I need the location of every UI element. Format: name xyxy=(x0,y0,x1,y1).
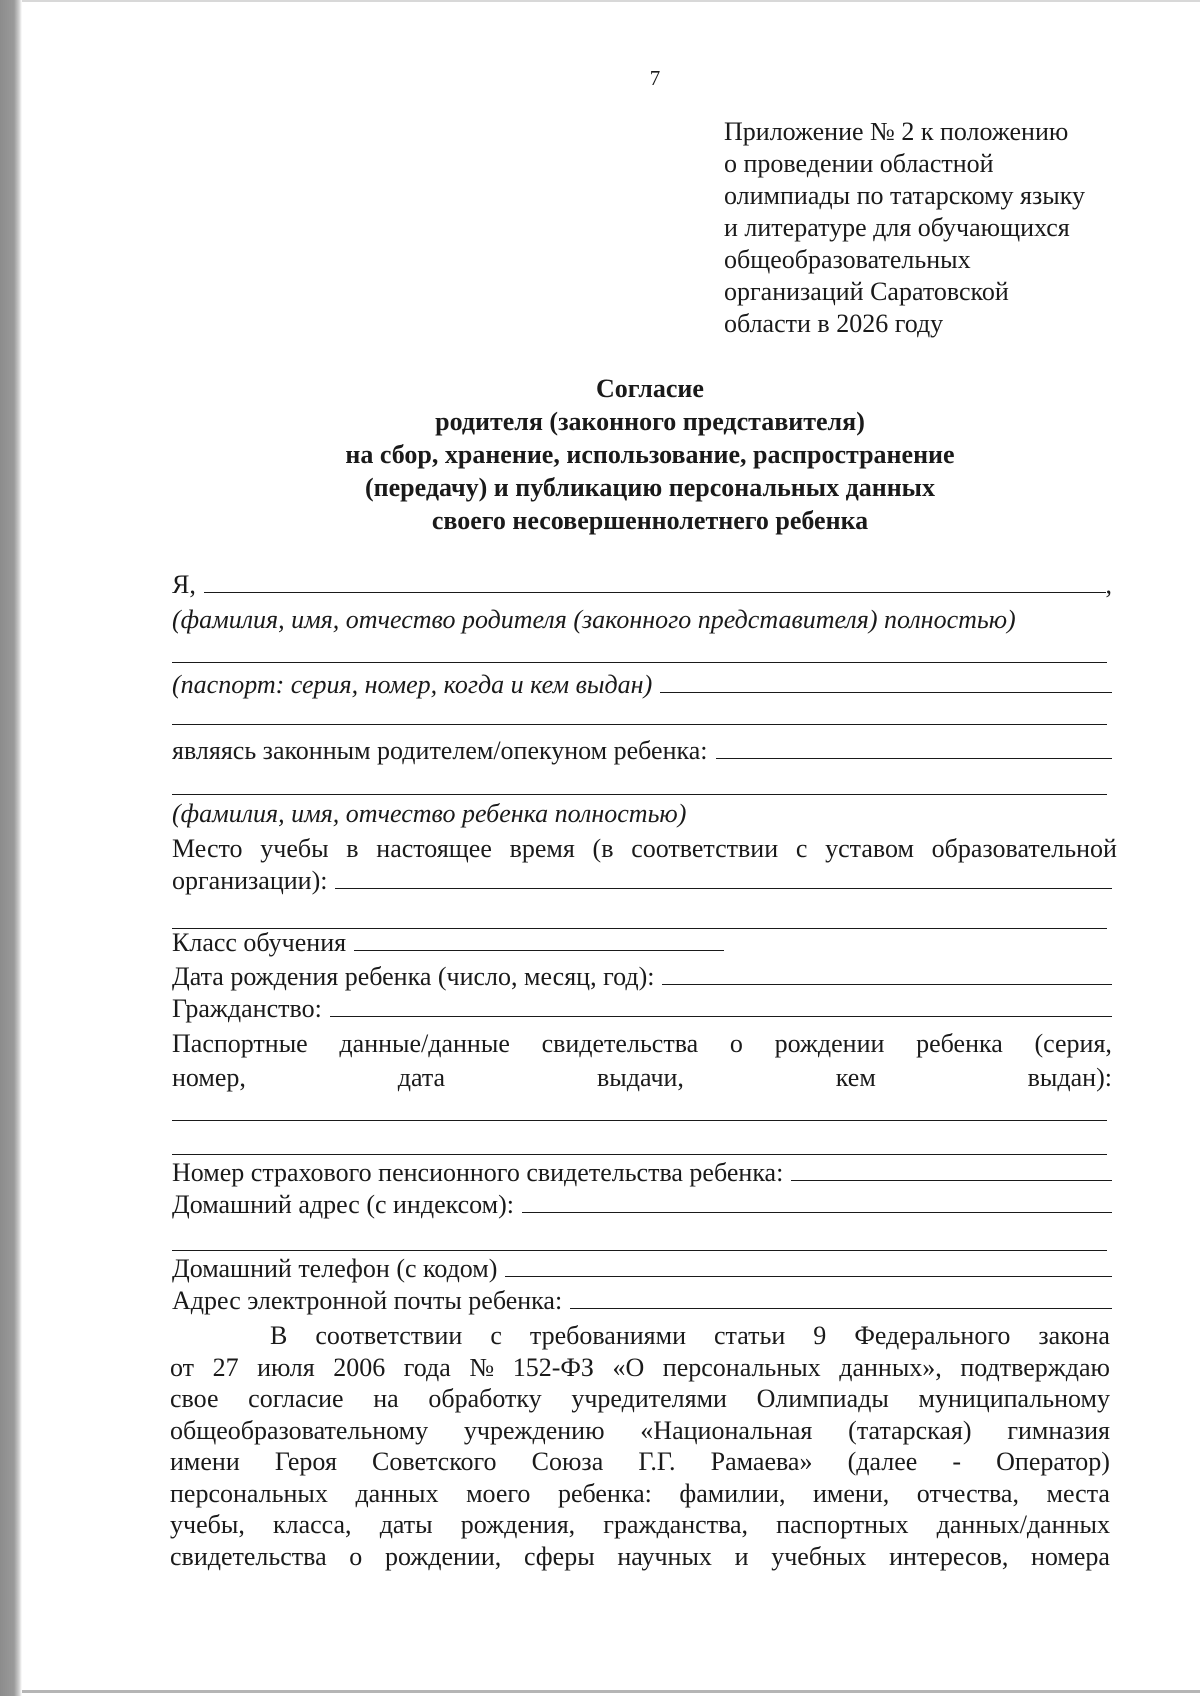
email-field[interactable] xyxy=(570,1284,1112,1309)
paragraph-word: общеобразовательному xyxy=(170,1415,429,1445)
paragraph-word: учебных xyxy=(771,1541,867,1571)
paragraph-line xyxy=(170,1320,1110,1352)
guardian-row xyxy=(172,734,1112,766)
paragraph-word: данных», xyxy=(839,1352,942,1382)
paragraph-word: обработку xyxy=(428,1384,542,1413)
paragraph-word: даты xyxy=(379,1510,433,1539)
paragraph-word: «О xyxy=(612,1352,645,1382)
school-word: соответствии xyxy=(631,834,779,863)
paragraph-word: свидетельства xyxy=(170,1541,327,1571)
paragraph-word: сферы xyxy=(523,1541,595,1571)
title-line: своего несовершеннолетнего ребенка xyxy=(431,506,869,535)
paragraph-word: рождения, xyxy=(460,1510,576,1539)
paragraph-word: 152-ФЗ xyxy=(512,1352,594,1382)
paragraph-word: Г.Г. xyxy=(638,1447,676,1476)
paragraph-word: класса, xyxy=(272,1510,352,1539)
birth-date-row xyxy=(172,960,1112,992)
paragraph-word: требованиями xyxy=(529,1321,686,1350)
paragraph-line xyxy=(170,1478,1110,1510)
paragraph-word: - xyxy=(952,1447,962,1476)
paragraph-word: данных/данных xyxy=(936,1510,1110,1539)
parent-name-field[interactable] xyxy=(204,568,1106,593)
passport-data-label-line2 xyxy=(172,1062,1112,1094)
paragraph-line xyxy=(170,1446,1110,1478)
school-word: (в xyxy=(592,834,614,863)
paragraph-word: статьи xyxy=(714,1321,786,1350)
appendix-line: Приложение № 2 к положению xyxy=(724,117,1069,146)
phone-row xyxy=(172,1252,1112,1284)
paragraph-line xyxy=(170,1509,1110,1541)
paragraph-word: о xyxy=(349,1541,363,1571)
snils-field[interactable] xyxy=(791,1156,1112,1181)
paragraph-word: ребенка: xyxy=(557,1478,652,1508)
appendix-line: олимпиады по татарскому языку xyxy=(724,181,1086,210)
paragraph-word: Федерального xyxy=(854,1321,1011,1350)
scan-edge-top xyxy=(22,0,1200,2)
school-word: образовательной xyxy=(931,834,1117,863)
paragraph-word: и xyxy=(734,1541,749,1571)
paragraph-word: имени, xyxy=(813,1478,890,1508)
school-word: уставом xyxy=(825,834,914,863)
address-label: Домашний адрес (с индексом): xyxy=(172,1190,514,1219)
title-line: родителя (законного представителя) xyxy=(435,407,865,436)
paragraph-word: данных xyxy=(355,1478,439,1508)
paragraph-word: учредителями xyxy=(571,1384,727,1413)
passport-row xyxy=(172,668,1112,700)
paragraph-word: В xyxy=(270,1321,288,1350)
passport-data-word: номер, xyxy=(172,1063,246,1092)
passport-data-field-1[interactable] xyxy=(172,1120,1107,1121)
paragraph-word: гимназия xyxy=(1007,1415,1110,1445)
passport-data-word: выдачи, xyxy=(596,1063,684,1092)
paragraph-word: от xyxy=(170,1352,195,1382)
paragraph-word: муниципальному xyxy=(918,1384,1110,1413)
paragraph-word: отчества, xyxy=(916,1478,1019,1508)
school-word: настоящее xyxy=(376,834,492,863)
paragraph-word: интересов, xyxy=(889,1541,1009,1571)
paragraph-word: места xyxy=(1046,1478,1110,1508)
paragraph-word: (татарская) xyxy=(848,1415,972,1445)
class-field[interactable] xyxy=(354,926,724,951)
paragraph-word: персональных xyxy=(170,1478,328,1508)
paragraph-word: «Национальная xyxy=(640,1415,813,1445)
paragraph-word: Оператор) xyxy=(996,1447,1110,1476)
passport-data-word: свидетельства xyxy=(541,1029,699,1058)
appendix-line: области в 2026 году xyxy=(724,309,944,338)
school-field[interactable] xyxy=(335,864,1112,889)
address-row xyxy=(172,1188,1112,1220)
school-row xyxy=(172,864,1112,896)
passport-data-word: (серия, xyxy=(1034,1029,1112,1058)
parent-name-row xyxy=(172,568,1112,600)
paragraph-word: 27 xyxy=(212,1352,239,1382)
appendix-line: и литературе для обучающихся xyxy=(724,213,1070,242)
passport-field[interactable] xyxy=(660,668,1112,693)
school-word: с xyxy=(795,834,808,863)
paragraph-word: рождении, xyxy=(384,1541,502,1571)
paragraph-word: соответствии xyxy=(315,1321,463,1350)
paragraph-word: паспортных xyxy=(776,1510,909,1539)
parent-extra-line[interactable] xyxy=(172,662,1107,663)
school-word: время xyxy=(509,834,575,863)
citizenship-row xyxy=(172,992,1112,1024)
guardian-label: являясь законным родителем/опекуном ребенка: xyxy=(172,736,708,765)
parent-name-hint: (фамилия, имя, отчество родителя (законного представителя) полностью) xyxy=(172,605,1016,634)
snils-row xyxy=(172,1156,1112,1188)
snils-label: Номер страхового пенсионного свидетельства ребенка: xyxy=(172,1158,784,1187)
birth-date-label: Дата рождения ребенка (число, месяц, год): xyxy=(172,962,655,991)
passport-data-word: дата xyxy=(397,1063,446,1092)
passport-data-field-2[interactable] xyxy=(172,1154,1107,1155)
document-title xyxy=(170,372,1130,537)
paragraph-word: имени xyxy=(170,1447,240,1476)
passport-data-word: выдан): xyxy=(1027,1063,1112,1092)
paragraph-word: согласие xyxy=(248,1384,344,1413)
citizenship-field[interactable] xyxy=(330,992,1112,1017)
address-field[interactable] xyxy=(522,1188,1112,1213)
paragraph-word: моего xyxy=(466,1478,531,1508)
school-word: учебы xyxy=(260,834,329,863)
paragraph-word: Рамаева» xyxy=(710,1447,813,1476)
address-extra-line[interactable] xyxy=(172,1250,1107,1251)
school-word: в xyxy=(346,834,359,863)
appendix-reference xyxy=(724,116,1124,340)
paragraph-line xyxy=(170,1352,1110,1384)
paragraph-word: июля xyxy=(257,1352,315,1382)
paragraph-line xyxy=(170,1415,1110,1447)
citizenship-label: Гражданство: xyxy=(172,994,322,1023)
birth-date-field[interactable] xyxy=(662,960,1112,985)
scan-edge-bottom xyxy=(22,1690,1200,1693)
paragraph-word: учебы, xyxy=(170,1510,245,1539)
scan-edge-left xyxy=(0,0,22,1696)
school-label-line xyxy=(172,833,1117,865)
phone-field[interactable] xyxy=(505,1252,1112,1277)
paragraph-word: Союза xyxy=(531,1447,604,1476)
paragraph-word: свое xyxy=(170,1384,219,1413)
passport-data-word: ребенка xyxy=(916,1029,1003,1058)
paragraph-word: закона xyxy=(1038,1321,1110,1350)
title-line: на сбор, хранение, использование, распространение xyxy=(345,440,955,469)
paragraph-word: номера xyxy=(1031,1541,1110,1571)
paragraph-word: персональных xyxy=(662,1352,821,1382)
school-word: Место xyxy=(172,834,243,863)
paragraph-word: года xyxy=(403,1352,451,1382)
passport-data-word: рождении xyxy=(774,1029,885,1058)
passport-data-word: кем xyxy=(835,1063,876,1092)
passport-data-word: данные/данные xyxy=(339,1029,510,1058)
appendix-line: о проведении областной xyxy=(724,149,994,178)
paragraph-word: подтверждаю xyxy=(960,1352,1110,1382)
paragraph-word: научных xyxy=(617,1541,712,1571)
guardian-field[interactable] xyxy=(716,734,1112,759)
paragraph-word: учреждению xyxy=(463,1415,605,1445)
paragraph-word: (далее xyxy=(847,1447,918,1476)
class-label: Класс обучения xyxy=(172,928,347,957)
i-label: Я, xyxy=(172,570,196,599)
class-row xyxy=(172,926,1112,958)
paragraph-line xyxy=(170,1541,1110,1573)
passport-extra-line[interactable] xyxy=(172,724,1107,725)
passport-data-word: Паспортные xyxy=(172,1029,308,1058)
paragraph-word: Советского xyxy=(372,1447,497,1476)
page-number: 7 xyxy=(649,66,661,90)
paragraph-word: Олимпиады xyxy=(756,1384,889,1413)
paragraph-word: 2006 xyxy=(333,1352,386,1382)
appendix-line: организаций Саратовской xyxy=(724,277,1009,306)
passport-data-label-line1 xyxy=(172,1028,1112,1060)
i-comma: , xyxy=(1105,570,1112,599)
email-label: Адрес электронной почты ребенка: xyxy=(172,1286,563,1315)
paragraph-word: на xyxy=(373,1384,399,1413)
paragraph-line xyxy=(170,1383,1110,1415)
title-line: Согласие xyxy=(596,374,704,403)
paragraph-word: 9 xyxy=(813,1321,827,1350)
consent-paragraph xyxy=(170,1320,1110,1572)
paragraph-word: гражданства, xyxy=(603,1510,749,1539)
school-label: организации): xyxy=(172,866,328,895)
phone-label: Домашний телефон (с кодом) xyxy=(172,1254,498,1283)
paragraph-word: фамилии, xyxy=(679,1478,786,1508)
appendix-line: общеобразовательных xyxy=(724,245,971,274)
paragraph-word: № xyxy=(469,1352,495,1382)
email-row xyxy=(172,1284,1112,1316)
passport-hint: (паспорт: серия, номер, когда и кем выдан) xyxy=(172,670,653,699)
paragraph-word: с xyxy=(490,1321,502,1350)
child-name-hint: (фамилия, имя, отчество ребенка полностью) xyxy=(172,799,687,828)
passport-data-word: о xyxy=(729,1029,743,1058)
title-line: (передачу) и публикацию персональных данных xyxy=(365,473,935,502)
child-name-line[interactable] xyxy=(172,794,1107,795)
paragraph-word: Героя xyxy=(274,1447,337,1476)
